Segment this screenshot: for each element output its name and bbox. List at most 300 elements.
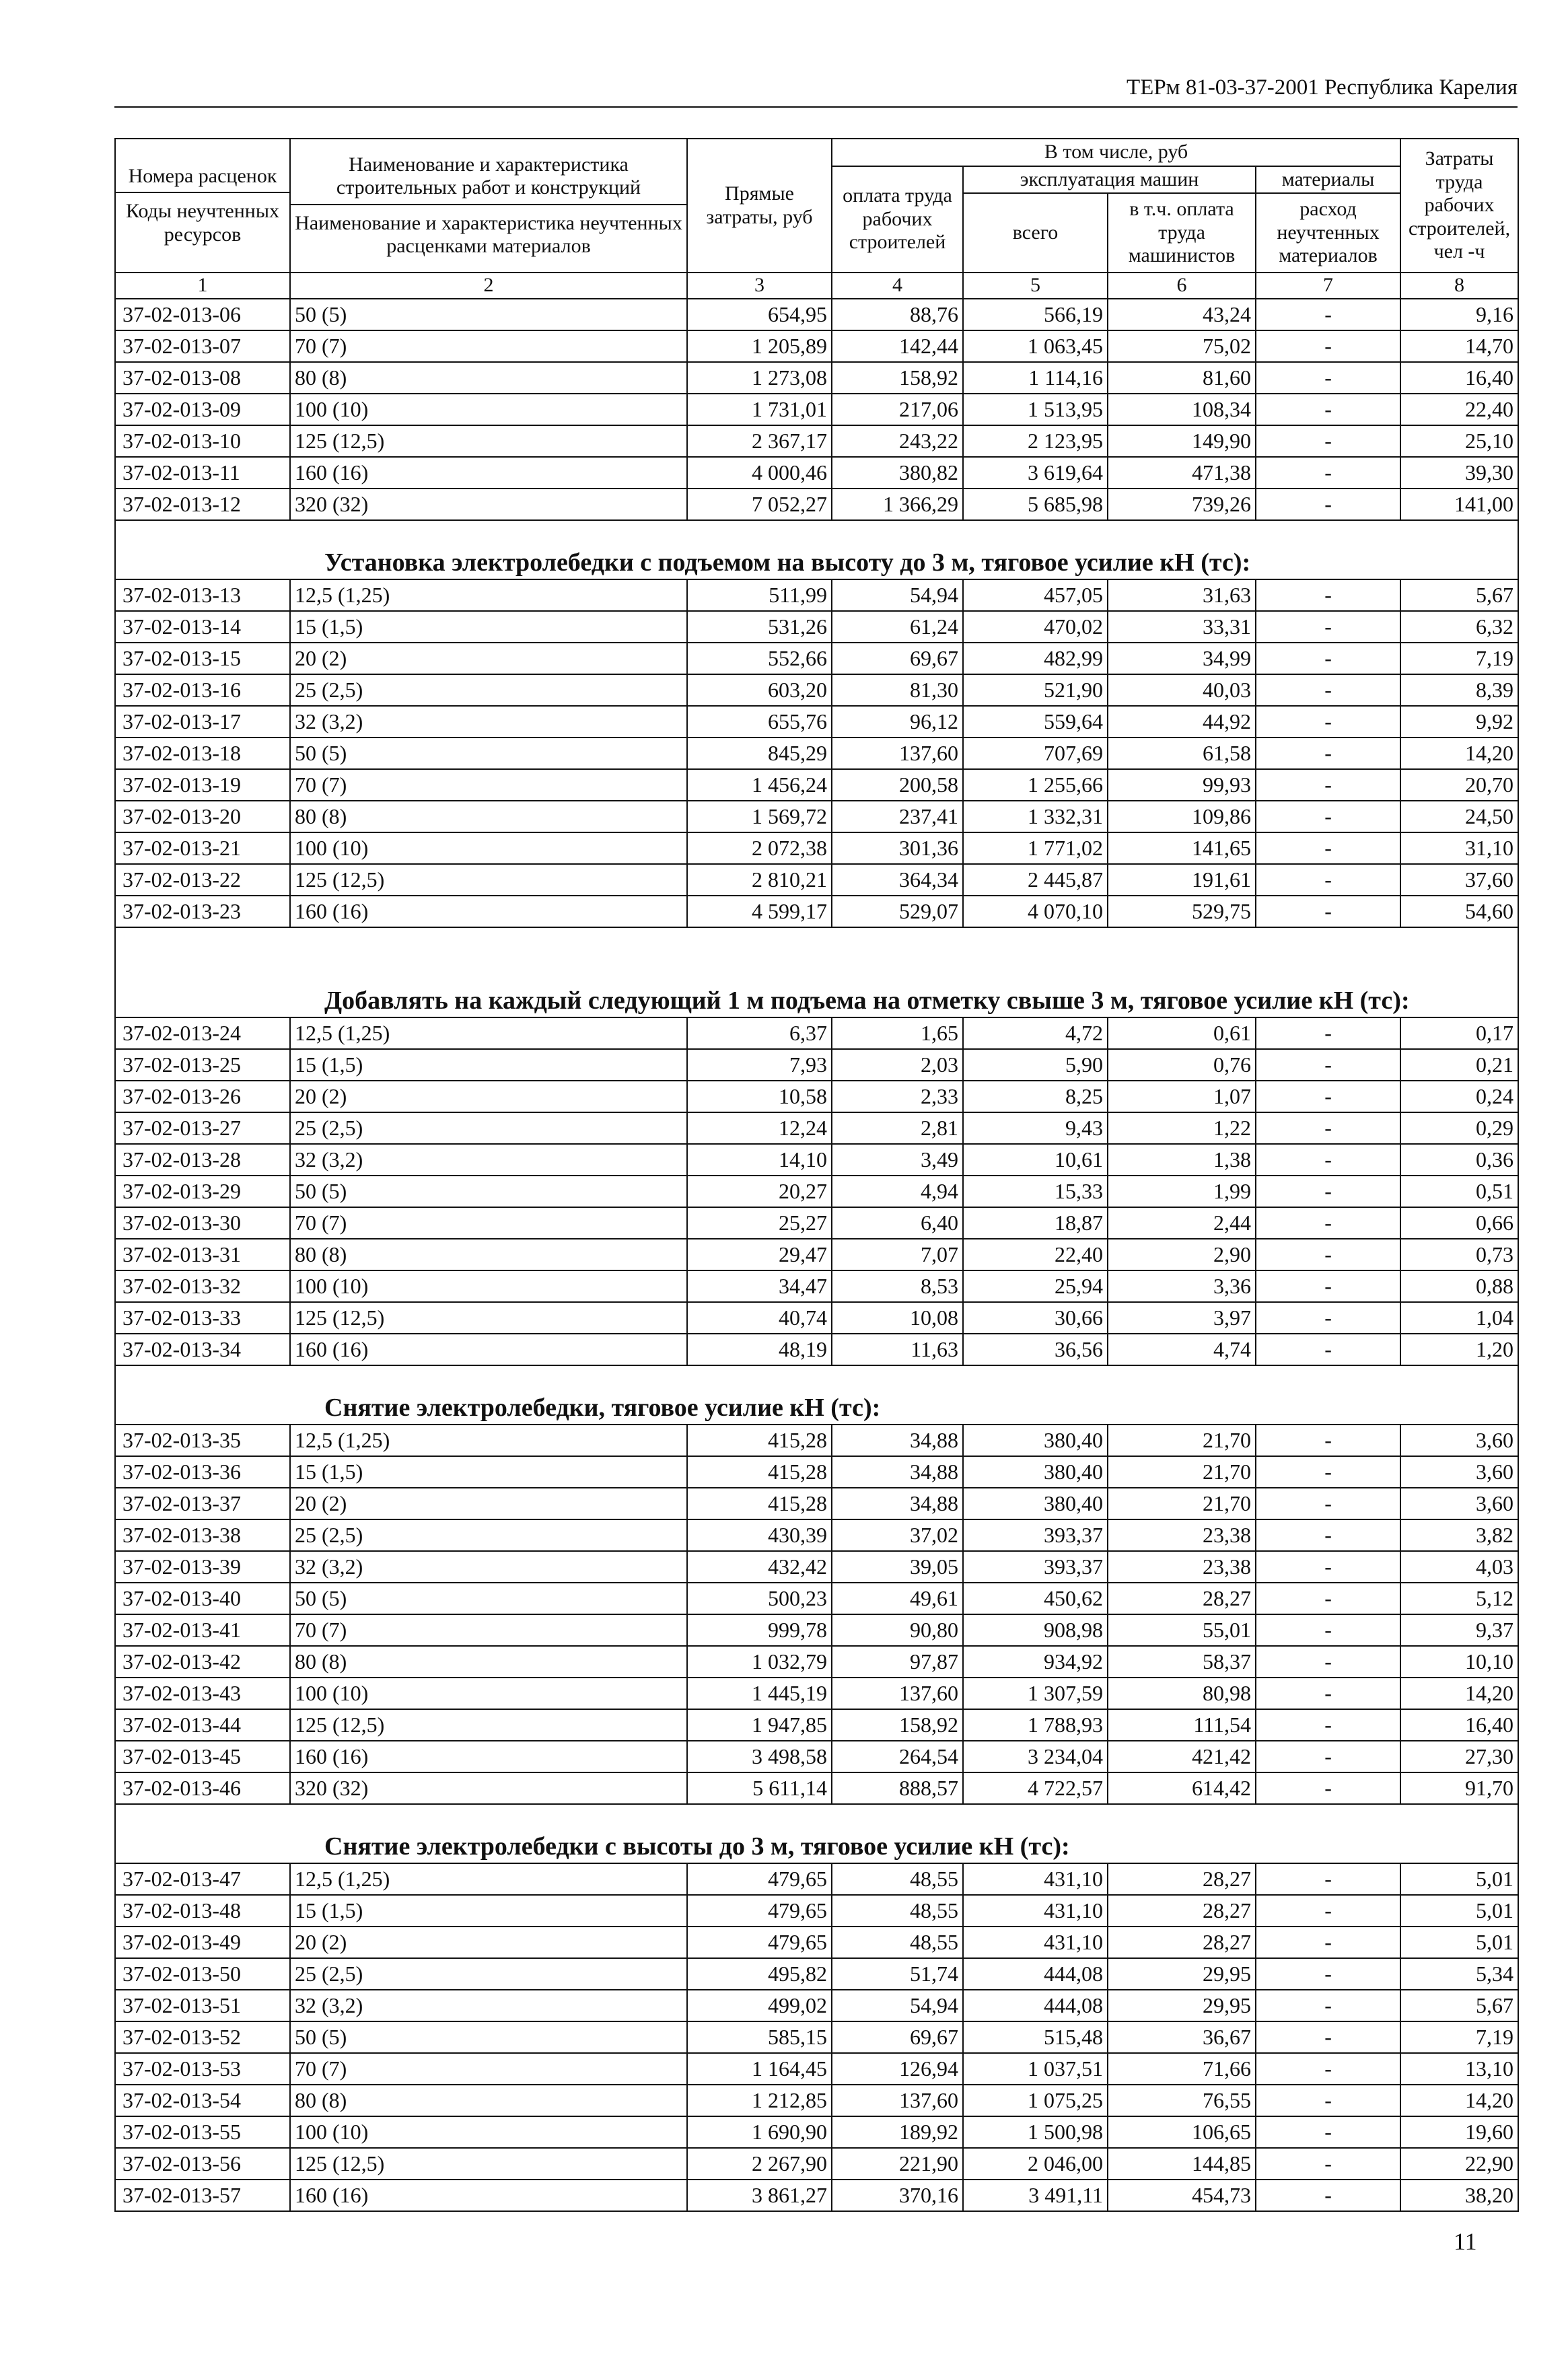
table-row [115,1456,1518,1488]
table-row [115,425,1518,457]
column-number: 6 [1108,273,1256,299]
machines-operators-cell: 29,95 [1108,1958,1256,1990]
machines-operators-cell: 191,61 [1108,864,1256,896]
direct-costs-cell: 845,29 [687,738,832,769]
table-row [115,2021,1518,2053]
machines-total-cell: 444,08 [963,1958,1108,1990]
materials-unaccounted-cell: - [1256,674,1400,706]
machines-operators-cell: 61,58 [1108,738,1256,769]
labor-hours-cell: 19,60 [1400,2116,1518,2148]
machines-operators-cell: 40,03 [1108,674,1256,706]
labor-hours-cell: 5,67 [1400,579,1518,611]
machines-operators-cell: 34,99 [1108,643,1256,674]
labor-hours-cell: 14,20 [1400,2085,1518,2116]
labor-hours-cell: 31,10 [1400,832,1518,864]
materials-unaccounted-cell: - [1256,1207,1400,1239]
labor-hours-cell: 39,30 [1400,457,1518,489]
column-number: 8 [1400,273,1518,299]
materials-unaccounted-cell: - [1256,832,1400,864]
table-row [115,299,1518,330]
labor-pay-cell: 90,80 [832,1614,963,1646]
section-heading-row [115,1804,1518,1863]
materials-unaccounted-cell: - [1256,1270,1400,1302]
labor-hours-cell: 25,10 [1400,425,1518,457]
machines-operators-cell: 81,60 [1108,362,1256,394]
machines-operators-cell: 529,75 [1108,896,1256,927]
labor-pay-cell: 137,60 [832,2085,963,2116]
materials-unaccounted-cell: - [1256,801,1400,832]
materials-unaccounted-cell: - [1256,1583,1400,1614]
direct-costs-cell: 34,47 [687,1270,832,1302]
materials-unaccounted-cell: - [1256,1112,1400,1144]
rate-name-cell: 12,5 (1,25) [290,579,687,611]
header-name-sub-label: Наименование и характеристика неучтенных расценками материалов [295,211,682,257]
direct-costs-cell: 603,20 [687,674,832,706]
labor-pay-cell: 11,63 [832,1334,963,1365]
materials-unaccounted-cell: - [1256,362,1400,394]
header-materials-unaccounted: расход неучтенных материалов [1256,193,1400,273]
materials-unaccounted-cell: - [1256,1709,1400,1741]
column-number: 4 [832,273,963,299]
header-machines-total: всего [963,193,1108,273]
machines-total-cell: 908,98 [963,1614,1108,1646]
machines-total-cell: 444,08 [963,1990,1108,2021]
labor-pay-cell: 2,03 [832,1049,963,1081]
rate-code-cell: 37-02-013-08 [115,362,290,394]
machines-total-cell: 470,02 [963,611,1108,643]
machines-total-cell: 457,05 [963,579,1108,611]
materials-unaccounted-cell: - [1256,643,1400,674]
table-row [115,1741,1518,1772]
rate-name-cell: 50 (5) [290,738,687,769]
rate-code-cell: 37-02-013-51 [115,1990,290,2021]
rate-code-cell: 37-02-013-20 [115,801,290,832]
direct-costs-cell: 6,37 [687,1017,832,1049]
materials-unaccounted-cell: - [1256,896,1400,927]
rate-name-cell: 125 (12,5) [290,425,687,457]
machines-total-cell: 566,19 [963,299,1108,330]
materials-unaccounted-cell: - [1256,1488,1400,1519]
labor-hours-cell: 7,19 [1400,643,1518,674]
labor-hours-cell: 0,21 [1400,1049,1518,1081]
rate-name-cell: 80 (8) [290,2085,687,2116]
machines-operators-cell: 141,65 [1108,832,1256,864]
machines-operators-cell: 106,65 [1108,2116,1256,2148]
rate-name-cell: 70 (7) [290,1207,687,1239]
labor-pay-cell: 1,65 [832,1017,963,1049]
machines-operators-cell: 58,37 [1108,1646,1256,1678]
rate-name-cell: 125 (12,5) [290,1709,687,1741]
labor-pay-cell: 34,88 [832,1488,963,1519]
machines-total-cell: 1 063,45 [963,330,1108,362]
rate-code-cell: 37-02-013-56 [115,2148,290,2180]
machines-total-cell: 36,56 [963,1334,1108,1365]
rate-code-cell: 37-02-013-16 [115,674,290,706]
labor-pay-cell: 37,02 [832,1519,963,1551]
rate-code-cell: 37-02-013-23 [115,896,290,927]
machines-operators-cell: 76,55 [1108,2085,1256,2116]
machines-operators-cell: 1,22 [1108,1112,1256,1144]
labor-hours-cell: 5,12 [1400,1583,1518,1614]
table-row [115,1519,1518,1551]
labor-pay-cell: 81,30 [832,674,963,706]
machines-total-cell: 393,37 [963,1551,1108,1583]
materials-unaccounted-cell: - [1256,1741,1400,1772]
direct-costs-cell: 499,02 [687,1990,832,2021]
rate-name-cell: 12,5 (1,25) [290,1863,687,1895]
materials-unaccounted-cell: - [1256,1646,1400,1678]
rates-table [114,138,1519,2212]
rate-name-cell: 160 (16) [290,2180,687,2211]
rate-name-cell: 125 (12,5) [290,2148,687,2180]
labor-hours-cell: 0,73 [1400,1239,1518,1270]
rate-code-cell: 37-02-013-38 [115,1519,290,1551]
labor-pay-cell: 3,49 [832,1144,963,1176]
labor-pay-cell: 126,94 [832,2053,963,2085]
materials-unaccounted-cell: - [1256,1081,1400,1112]
direct-costs-cell: 2 367,17 [687,425,832,457]
header-materials: материалы [1256,166,1400,194]
materials-unaccounted-cell: - [1256,2116,1400,2148]
materials-unaccounted-cell: - [1256,611,1400,643]
machines-operators-cell: 28,27 [1108,1863,1256,1895]
labor-hours-cell: 16,40 [1400,362,1518,394]
rate-name-cell: 50 (5) [290,1583,687,1614]
rate-name-cell: 160 (16) [290,1334,687,1365]
rate-code-cell: 37-02-013-57 [115,2180,290,2211]
machines-total-cell: 1 513,95 [963,394,1108,425]
rate-name-cell: 160 (16) [290,1741,687,1772]
direct-costs-cell: 479,65 [687,1895,832,1927]
direct-costs-cell: 2 072,38 [687,832,832,864]
rate-code-cell: 37-02-013-33 [115,1302,290,1334]
machines-total-cell: 10,61 [963,1144,1108,1176]
materials-unaccounted-cell: - [1256,1614,1400,1646]
column-number: 5 [963,273,1108,299]
machines-operators-cell: 2,90 [1108,1239,1256,1270]
machines-total-cell: 1 771,02 [963,832,1108,864]
rate-code-cell: 37-02-013-49 [115,1927,290,1958]
materials-unaccounted-cell: - [1256,1678,1400,1709]
labor-pay-cell: 69,67 [832,643,963,674]
machines-operators-cell: 4,74 [1108,1334,1256,1365]
labor-pay-cell: 10,08 [832,1302,963,1334]
table-row [115,1990,1518,2021]
materials-unaccounted-cell: - [1256,769,1400,801]
table-row [115,1334,1518,1365]
labor-pay-cell: 49,61 [832,1583,963,1614]
rate-code-cell: 37-02-013-54 [115,2085,290,2116]
table-row [115,1144,1518,1176]
table-row [115,643,1518,674]
machines-total-cell: 393,37 [963,1519,1108,1551]
rate-name-cell: 20 (2) [290,1927,687,1958]
direct-costs-cell: 1 445,19 [687,1678,832,1709]
column-number: 2 [290,273,687,299]
labor-pay-cell: 4,94 [832,1176,963,1207]
machines-total-cell: 8,25 [963,1081,1108,1112]
rate-code-cell: 37-02-013-17 [115,706,290,738]
labor-pay-cell: 189,92 [832,2116,963,2148]
section-heading-row [115,927,1518,1017]
labor-hours-cell: 1,20 [1400,1334,1518,1365]
materials-unaccounted-cell: - [1256,1772,1400,1804]
labor-hours-cell: 0,29 [1400,1112,1518,1144]
machines-total-cell: 3 491,11 [963,2180,1108,2211]
machines-operators-cell: 739,26 [1108,489,1256,520]
rate-code-cell: 37-02-013-30 [115,1207,290,1239]
labor-pay-cell: 364,34 [832,864,963,896]
labor-pay-cell: 217,06 [832,394,963,425]
machines-total-cell: 559,64 [963,706,1108,738]
labor-hours-cell: 5,01 [1400,1863,1518,1895]
rate-code-cell: 37-02-013-28 [115,1144,290,1176]
machines-operators-cell: 109,86 [1108,801,1256,832]
machines-total-cell: 25,94 [963,1270,1108,1302]
direct-costs-cell: 655,76 [687,706,832,738]
labor-pay-cell: 69,67 [832,2021,963,2053]
table-row [115,1583,1518,1614]
machines-operators-cell: 3,36 [1108,1270,1256,1302]
labor-hours-cell: 9,92 [1400,706,1518,738]
machines-total-cell: 1 114,16 [963,362,1108,394]
rate-name-cell: 70 (7) [290,1614,687,1646]
direct-costs-cell: 430,39 [687,1519,832,1551]
materials-unaccounted-cell: - [1256,489,1400,520]
rate-name-cell: 32 (3,2) [290,1551,687,1583]
rate-code-cell: 37-02-013-34 [115,1334,290,1365]
rate-name-cell: 100 (10) [290,394,687,425]
rate-name-cell: 160 (16) [290,457,687,489]
section-heading: Снятие электролебедки, тяговое усилие кН (тс): [115,1365,1518,1425]
direct-costs-cell: 29,47 [687,1239,832,1270]
machines-total-cell: 380,40 [963,1456,1108,1488]
labor-pay-cell: 7,07 [832,1239,963,1270]
table-row [115,832,1518,864]
direct-costs-cell: 14,10 [687,1144,832,1176]
machines-operators-cell: 43,24 [1108,299,1256,330]
machines-total-cell: 3 234,04 [963,1741,1108,1772]
machines-total-cell: 1 307,59 [963,1678,1108,1709]
labor-pay-cell: 48,55 [832,1863,963,1895]
rate-code-cell: 37-02-013-47 [115,1863,290,1895]
labor-hours-cell: 14,70 [1400,330,1518,362]
rate-code-cell: 37-02-013-21 [115,832,290,864]
labor-hours-cell: 0,66 [1400,1207,1518,1239]
labor-pay-cell: 264,54 [832,1741,963,1772]
direct-costs-cell: 20,27 [687,1176,832,1207]
labor-pay-cell: 142,44 [832,330,963,362]
rate-code-cell: 37-02-013-39 [115,1551,290,1583]
labor-hours-cell: 14,20 [1400,1678,1518,1709]
rate-code-cell: 37-02-013-46 [115,1772,290,1804]
direct-costs-cell: 415,28 [687,1425,832,1456]
header-machines-operators: в т.ч. оплата труда машинистов [1108,193,1256,273]
labor-pay-cell: 34,88 [832,1425,963,1456]
labor-hours-cell: 22,90 [1400,2148,1518,2180]
direct-costs-cell: 1 164,45 [687,2053,832,2085]
labor-hours-cell: 54,60 [1400,896,1518,927]
rate-code-cell: 37-02-013-07 [115,330,290,362]
rate-code-cell: 37-02-013-41 [115,1614,290,1646]
header-code-sub-label: Коды неучтенных ресурсов [126,200,279,246]
machines-total-cell: 1 037,51 [963,2053,1108,2085]
machines-operators-cell: 3,97 [1108,1302,1256,1334]
labor-pay-cell: 48,55 [832,1895,963,1927]
table-row [115,330,1518,362]
rate-code-cell: 37-02-013-32 [115,1270,290,1302]
materials-unaccounted-cell: - [1256,1302,1400,1334]
labor-pay-cell: 54,94 [832,579,963,611]
labor-pay-cell: 221,90 [832,2148,963,2180]
machines-total-cell: 482,99 [963,643,1108,674]
labor-hours-cell: 3,60 [1400,1456,1518,1488]
machines-total-cell: 4 070,10 [963,896,1108,927]
labor-pay-cell: 137,60 [832,1678,963,1709]
machines-total-cell: 5 685,98 [963,489,1108,520]
section-heading-row [115,520,1518,579]
header-name [290,139,687,273]
rate-name-cell: 25 (2,5) [290,1112,687,1144]
header-labor-hours: Затраты труда рабочих строителей, чел -ч [1400,139,1518,273]
section-heading: Снятие электролебедки с высоты до 3 м, тяговое усилие кН (тс): [115,1804,1518,1863]
direct-costs-cell: 2 267,90 [687,2148,832,2180]
machines-operators-cell: 99,93 [1108,769,1256,801]
materials-unaccounted-cell: - [1256,299,1400,330]
labor-hours-cell: 38,20 [1400,2180,1518,2211]
header-including: В том числе, руб [832,139,1400,166]
table-row [115,674,1518,706]
rate-code-cell: 37-02-013-48 [115,1895,290,1927]
labor-pay-cell: 34,88 [832,1456,963,1488]
labor-hours-cell: 5,34 [1400,1958,1518,1990]
rate-code-cell: 37-02-013-31 [115,1239,290,1270]
header-code-label: Номера расценок [116,165,289,194]
rate-code-cell: 37-02-013-27 [115,1112,290,1144]
rate-name-cell: 80 (8) [290,801,687,832]
rate-name-cell: 32 (3,2) [290,706,687,738]
rate-code-cell: 37-02-013-40 [115,1583,290,1614]
machines-total-cell: 3 619,64 [963,457,1108,489]
direct-costs-cell: 1 947,85 [687,1709,832,1741]
table-row [115,1646,1518,1678]
machines-operators-cell: 31,63 [1108,579,1256,611]
direct-costs-cell: 7,93 [687,1049,832,1081]
labor-pay-cell: 301,36 [832,832,963,864]
rate-name-cell: 125 (12,5) [290,864,687,896]
rate-code-cell: 37-02-013-55 [115,2116,290,2148]
labor-pay-cell: 88,76 [832,299,963,330]
table-body [115,299,1518,2211]
machines-operators-cell: 71,66 [1108,2053,1256,2085]
table-row [115,2116,1518,2148]
machines-operators-cell: 108,34 [1108,394,1256,425]
header-rule [114,106,1518,108]
labor-hours-cell: 10,10 [1400,1646,1518,1678]
rate-name-cell: 25 (2,5) [290,1958,687,1990]
machines-operators-cell: 44,92 [1108,706,1256,738]
table-row [115,864,1518,896]
table-row [115,1239,1518,1270]
direct-costs-cell: 5 611,14 [687,1772,832,1804]
direct-costs-cell: 999,78 [687,1614,832,1646]
labor-hours-cell: 5,01 [1400,1895,1518,1927]
labor-hours-cell: 1,04 [1400,1302,1518,1334]
table-row [115,1207,1518,1239]
table-row [115,1895,1518,1927]
page-number: 11 [1454,2228,1477,2255]
rate-code-cell: 37-02-013-53 [115,2053,290,2085]
machines-total-cell: 450,62 [963,1583,1108,1614]
table-row [115,1425,1518,1456]
rate-code-cell: 37-02-013-35 [115,1425,290,1456]
materials-unaccounted-cell: - [1256,1425,1400,1456]
rate-name-cell: 50 (5) [290,299,687,330]
rate-name-cell: 25 (2,5) [290,674,687,706]
machines-operators-cell: 28,27 [1108,1895,1256,1927]
machines-operators-cell: 23,38 [1108,1551,1256,1583]
rate-code-cell: 37-02-013-29 [115,1176,290,1207]
column-number-row [115,273,1518,299]
machines-operators-cell: 2,44 [1108,1207,1256,1239]
machines-operators-cell: 421,42 [1108,1741,1256,1772]
rate-code-cell: 37-02-013-19 [115,769,290,801]
labor-pay-cell: 2,81 [832,1112,963,1144]
direct-costs-cell: 4 599,17 [687,896,832,927]
table-header [115,139,1518,299]
machines-total-cell: 521,90 [963,674,1108,706]
machines-total-cell: 431,10 [963,1927,1108,1958]
machines-operators-cell: 454,73 [1108,2180,1256,2211]
labor-pay-cell: 380,82 [832,457,963,489]
machines-total-cell: 18,87 [963,1207,1108,1239]
rate-name-cell: 80 (8) [290,362,687,394]
machines-total-cell: 30,66 [963,1302,1108,1334]
materials-unaccounted-cell: - [1256,1456,1400,1488]
direct-costs-cell: 654,95 [687,299,832,330]
direct-costs-cell: 479,65 [687,1927,832,1958]
table-row [115,2085,1518,2116]
machines-operators-cell: 614,42 [1108,1772,1256,1804]
labor-pay-cell: 158,92 [832,362,963,394]
machines-operators-cell: 1,99 [1108,1176,1256,1207]
table-row [115,769,1518,801]
direct-costs-cell: 1 690,90 [687,2116,832,2148]
machines-operators-cell: 1,07 [1108,1081,1256,1112]
materials-unaccounted-cell: - [1256,2053,1400,2085]
header-name-label: Наименование и характеристика строительных работ и конструкций [291,153,686,205]
labor-hours-cell: 8,39 [1400,674,1518,706]
direct-costs-cell: 500,23 [687,1583,832,1614]
rate-code-cell: 37-02-013-45 [115,1741,290,1772]
table-row [115,2053,1518,2085]
machines-total-cell: 431,10 [963,1863,1108,1895]
rate-name-cell: 15 (1,5) [290,1049,687,1081]
labor-pay-cell: 96,12 [832,706,963,738]
rate-code-cell: 37-02-013-44 [115,1709,290,1741]
machines-total-cell: 9,43 [963,1112,1108,1144]
machines-operators-cell: 36,67 [1108,2021,1256,2053]
rate-code-cell: 37-02-013-24 [115,1017,290,1049]
materials-unaccounted-cell: - [1256,706,1400,738]
table-row [115,896,1518,927]
machines-total-cell: 2 445,87 [963,864,1108,896]
table-row [115,1927,1518,1958]
machines-operators-cell: 21,70 [1108,1456,1256,1488]
rate-code-cell: 37-02-013-11 [115,457,290,489]
materials-unaccounted-cell: - [1256,1551,1400,1583]
table-row [115,1863,1518,1895]
